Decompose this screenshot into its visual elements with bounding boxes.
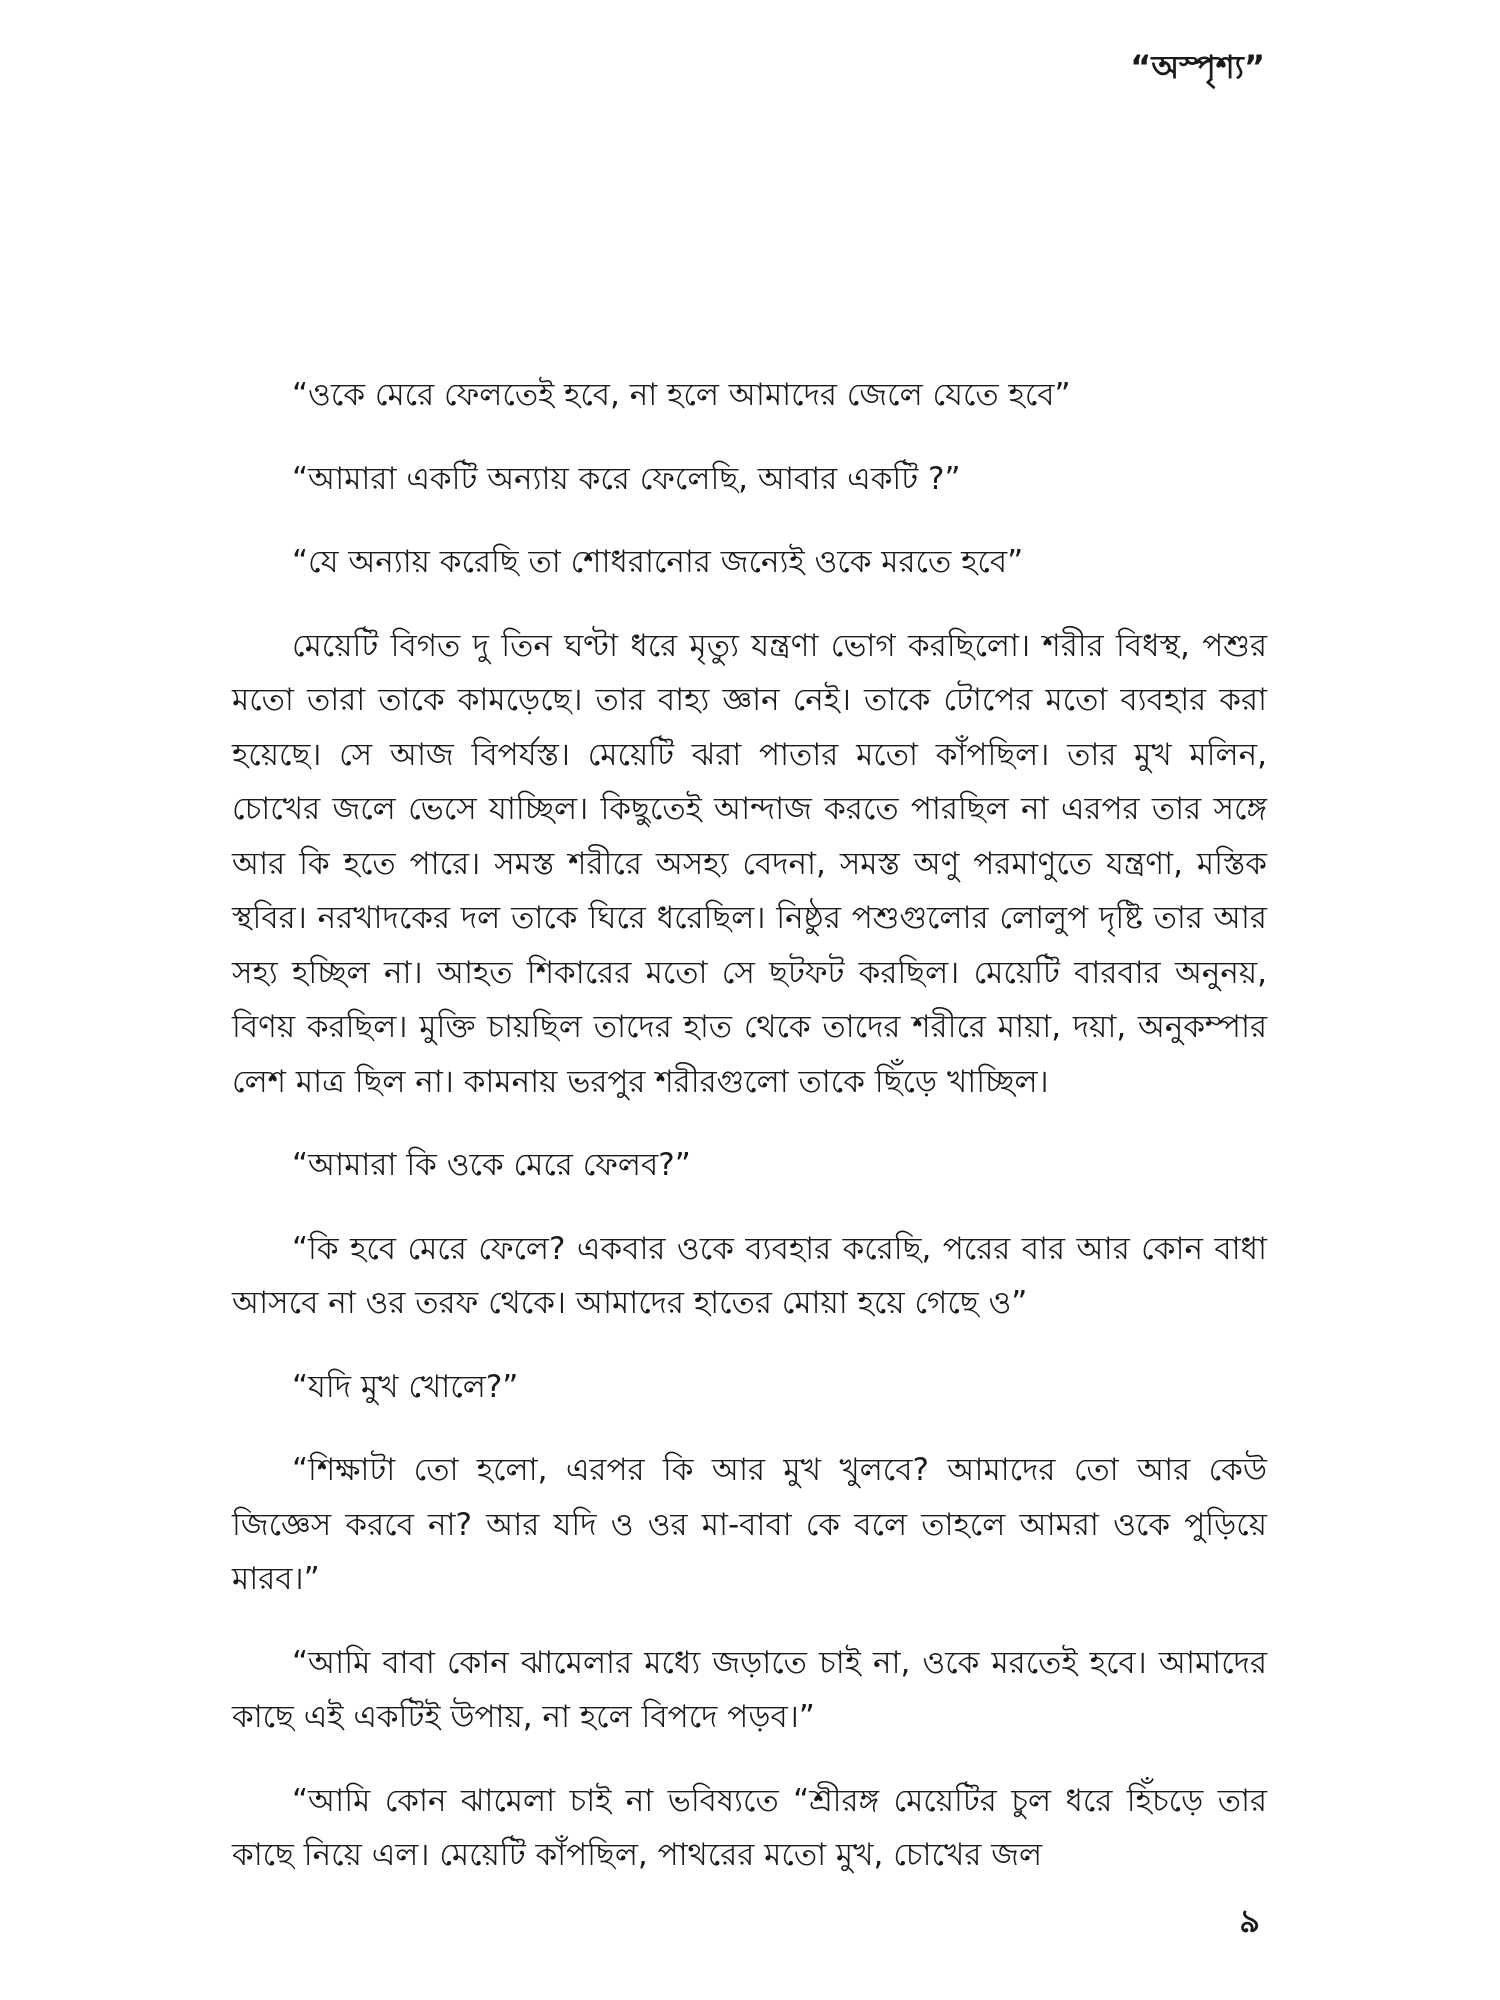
dialogue-line: “শিক্ষাটা তো হলো, এরপর কি আর মুখ খুলবে? আমাদের তো আর কেউ জিজ্ঞেস করবে না? আর যদি ও ওর মা-বাবা কে বলে তাহলে আমরা ওকে পুড়িয়ে মারব।”	[232, 1452, 1267, 1597]
dialogue-line: “যদি মুখ খোলে?”	[292, 1368, 519, 1405]
dialogue-line: “কি হবে মেরে ফেলে? একবার ওকে ব্যবহার করেছি, পরের বার আর কোন বাধা আসবে না ওর তরফ থেকে। আমাদের হাতের মোয়া হয়ে গেছে ও”	[232, 1230, 1267, 1321]
narrative-paragraph: “আমি কোন ঝামেলা চাই না ভবিষ্যতে “শ্রীরঙ্গ মেয়েটির চুল ধরে হিঁচড়ে তার কাছে নিয়ে এল। মেয়েটি কাঁপছিল, পাথরের মতো মুখ, চোখের জল	[232, 1782, 1267, 1873]
body-text	[232, 368, 1267, 1912]
narrative-paragraph: মেয়েটি বিগত দু তিন ঘণ্টা ধরে মৃত্যু যন্ত্রণা ভোগ করছিলো। শরীর বিধস্থ, পশুর মতো তারা তাকে কামড়েছে। তার বাহ্য জ্ঞান নেই। তাকে টোপের মতো ব্যবহার করা হয়েছে। সে আজ বিপর্যস্ত। মেয়েটি ঝরা পাতার মতো কাঁপছিল। তার মুখ মলিন, চোখের জলে ভেসে যাচ্ছিল। কিছুতেই আন্দাজ করতে পারছিল না এরপর তার সঙ্গে আর কি হতে পারে। সমস্ত শরীরে অসহ্য বেদনা, সমস্ত অণু পরমাণুতে যন্ত্রণা, মস্তিক স্থবির। নরখাদকের দল তাকে ঘিরে ধরেছিল। নিষ্ঠুর পশুগুলোর লোলুপ দৃষ্টি তার আর সহ্য হচ্ছিল না। আহত শিকারের মতো সে ছটফট করছিল। মেয়েটি বারবার অনুনয়, বিণয় করছিল। মুক্তি চায়ছিল তাদের হাত থেকে তাদের শরীরে মায়া, দয়া, অনুকম্পার লেশ মাত্র ছিল না। কামনায় ভরপুর শরীরগুলো তাকে ছিঁড়ে খাচ্ছিল।	[232, 627, 1267, 1100]
dialogue-line: “ওকে মেরে ফেলতেই হবে, না হলে আমাদের জেলে যেতে হবে”	[292, 377, 1071, 413]
dialogue-line: “আমারা কি ওকে মেরে ফেলব?”	[292, 1147, 691, 1183]
dialogue-line: “আমারা একটি অন্যায় করে ফেলেছি, আবার একটি ?”	[292, 460, 961, 497]
dialogue-line: “আমি বাবা কোন ঝামেলার মধ্যে জড়াতে চাই না, ওকে মরতেই হবে। আমাদের কাছে এই একটিই উপায়, না হলে বিপদে পড়ব।”	[232, 1644, 1267, 1735]
page-number: ৯	[1239, 1902, 1260, 1940]
dialogue-line: “যে অন্যায় করেছি তা শোধরানোর জন্যেই ওকে মরতে হবে”	[292, 544, 1024, 580]
running-header-title: “অস্পৃশ্য”	[1130, 48, 1265, 86]
